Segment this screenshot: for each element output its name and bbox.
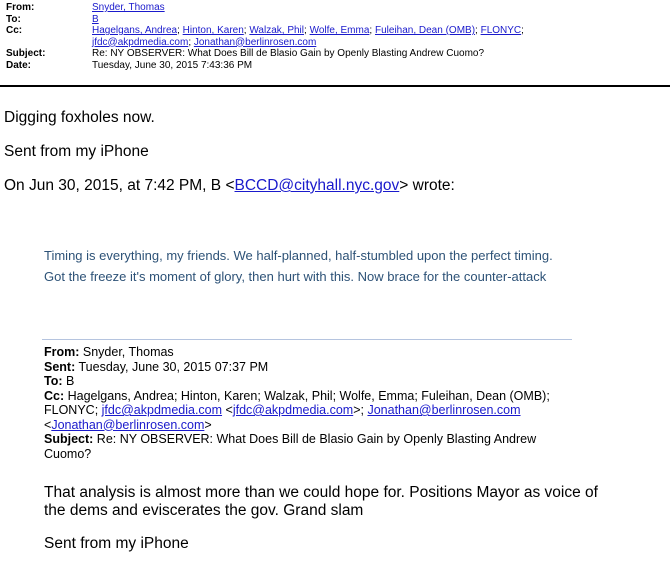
body-line-2: Sent from my iPhone xyxy=(4,143,149,160)
fwd-sent-value: Tuesday, June 30, 2015 07:37 PM xyxy=(75,359,269,374)
fwd-cc-label: Cc: xyxy=(44,388,65,403)
wrote-prefix: On Jun 30, 2015, at 7:42 PM, B < xyxy=(4,177,235,194)
cc-recipient-link[interactable]: Hagelgans, Andrea xyxy=(92,25,178,36)
fwd-from-label: From: xyxy=(44,345,80,359)
fwd-from-row xyxy=(44,345,584,360)
from-label: From: xyxy=(6,2,35,13)
wrote-email-link[interactable]: BCCD@cityhall.nyc.gov xyxy=(234,177,400,194)
fwd-cc-end: > xyxy=(204,417,212,432)
wrote-suffix: > wrote: xyxy=(399,177,455,194)
fwd-cc-email-1[interactable]: jfdc@akpdmedia.com xyxy=(101,403,223,417)
cc-separator: ; xyxy=(369,25,375,36)
from-row xyxy=(6,2,666,14)
cc-recipient-link[interactable]: Fuleihan, Dean (OMB) xyxy=(374,25,476,36)
cc-separator: ; xyxy=(475,25,481,36)
fwd-to-label: To: xyxy=(44,374,63,388)
fwd-cc-email-1b[interactable]: jfdc@akpdmedia.com xyxy=(232,403,354,417)
fwd-to-row xyxy=(44,374,584,389)
fwd-cc-mid-3: < xyxy=(44,417,52,432)
fwd-sent-label: Sent: xyxy=(44,359,76,374)
cc-list xyxy=(92,25,666,48)
cc-separator: ; xyxy=(243,25,250,36)
fwd-subject-label: Subject: xyxy=(44,432,94,446)
wrote-line xyxy=(4,177,455,195)
from-link[interactable]: Snyder, Thomas xyxy=(92,2,165,13)
fwd-cc-email-2b[interactable]: Jonathan@berlinrosen.com xyxy=(51,417,205,432)
forwarded-divider xyxy=(42,339,572,340)
cc-separator: ; xyxy=(304,25,310,36)
cc-recipient-link[interactable]: Walzak, Phil xyxy=(249,25,305,36)
quoted-message: Timing is everything, my friends. We half-planned, half-stumbled upon the perfect timing. Got the freeze it's moment of glory, then hurt with this. Now brace for the counter-attack xyxy=(44,248,553,284)
cc-separator: ; xyxy=(177,25,183,36)
subject-value: Re: NY OBSERVER: What Does Bill de Blasio Gain by Openly Blasting Andrew Cuomo? xyxy=(92,48,485,59)
forwarded-body: That analysis is almost more than we could hope for. Positions Mayor as voice of the dems and eviscerates the gov. Grand slam xyxy=(44,484,598,519)
email-header xyxy=(6,2,666,71)
to-link[interactable]: B xyxy=(92,13,99,25)
fwd-cc-text: Hagelgans, Andrea; Hinton, Karen; Walzak, Phil; Wolfe, Emma; Fuleihan, Dean (OMB); FLONYC; xyxy=(44,388,550,417)
header-divider xyxy=(0,85,670,87)
fwd-subject-row xyxy=(44,432,584,461)
body-line-1: Digging foxholes now. xyxy=(4,109,155,126)
date-value: Tuesday, June 30, 2015 7:43:36 PM xyxy=(92,59,253,71)
fwd-cc-row xyxy=(44,389,584,433)
subject-row xyxy=(6,48,666,60)
forwarded-header xyxy=(44,345,584,461)
subject-label: Subject: xyxy=(6,48,46,59)
cc-recipient-link[interactable]: FLONYC xyxy=(480,25,522,36)
cc-recipient-link[interactable]: Wolfe, Emma xyxy=(309,25,370,36)
fwd-to-value: B xyxy=(62,374,75,388)
date-label: Date: xyxy=(6,59,32,71)
fwd-sent-row xyxy=(44,360,584,375)
to-row xyxy=(6,14,666,26)
fwd-subject-value: Re: NY OBSERVER: What Does Bill de Blasio Gain by Openly Blasting Andrew Cuomo? xyxy=(44,432,537,461)
fwd-cc-mid-1: < xyxy=(222,403,233,417)
date-row xyxy=(6,60,666,72)
cc-recipient-link[interactable]: jfdc@akpdmedia.com xyxy=(92,36,189,48)
cc-row xyxy=(6,25,666,48)
cc-label: Cc: xyxy=(6,25,23,36)
cc-recipient-link[interactable]: Hinton, Karen xyxy=(182,25,244,36)
fwd-cc-email-2[interactable]: Jonathan@berlinrosen.com xyxy=(367,403,521,417)
cc-recipient-link[interactable]: Jonathan@berlinrosen.com xyxy=(193,36,317,48)
to-label: To: xyxy=(6,13,21,25)
fwd-cc-mid-2: >; xyxy=(353,403,368,417)
cc-separator: ; xyxy=(188,36,194,48)
forwarded-signature: Sent from my iPhone xyxy=(44,535,189,552)
cc-separator: ; xyxy=(521,25,524,36)
fwd-from-value: Snyder, Thomas xyxy=(79,345,174,359)
